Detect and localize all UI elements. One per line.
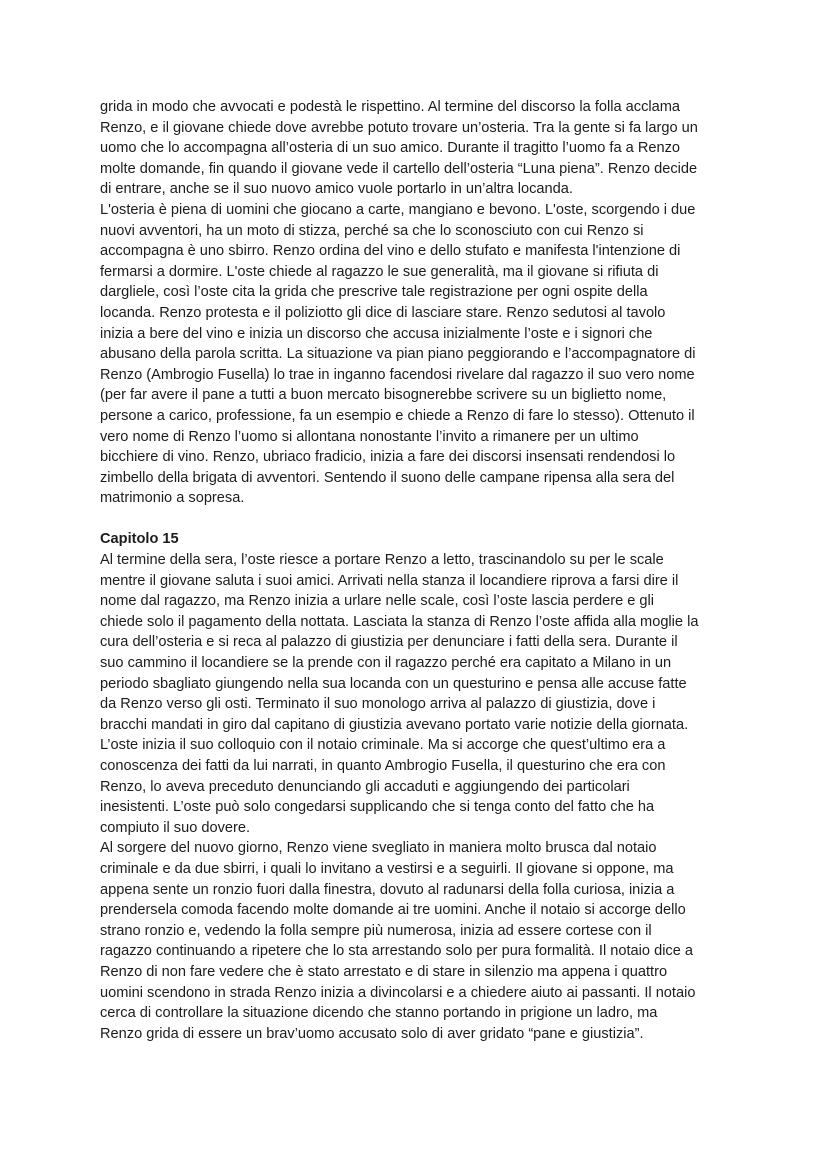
chapter-heading: Capitolo 15 xyxy=(100,531,179,548)
text-line: uomini scendono in strada Renzo inizia a divincolarsi e a chiedere aiuto ai passanti. Il notaio xyxy=(100,984,696,1001)
text-line: L’oste inizia il suo colloquio con il notaio criminale. Ma si accorge che quest’ultimo era a xyxy=(100,737,666,754)
text-line: da Renzo verso gli osti. Terminato il suo monologo arriva al palazzo di giustizia, dove i xyxy=(100,696,656,713)
text-line: Renzo (Ambrogio Fusella) lo trae in inganno facendosi rivelare dal ragazzo il suo vero nome xyxy=(100,366,695,383)
text-line: Al termine della sera, l’oste riesce a portare Renzo a letto, trascinandolo su per le scale xyxy=(100,552,664,569)
text-line: periodo sbagliato giungendo nella sua locanda con un questurino e pensa alle accuse fatte xyxy=(100,675,687,692)
chapter-paragraph-1 xyxy=(100,550,740,838)
text-line: grida in modo che avvocati e podestà le rispettino. Al termine del discorso la folla acclama xyxy=(100,99,681,115)
intro-paragraph xyxy=(100,97,740,200)
text-line: (per far avere il pane a tutti a buon mercato bisognerebbe scrivere su un biglietto nome, xyxy=(100,387,667,404)
text-line: suo cammino il locandiere se la prende con il ragazzo perché era capitato a Milano in un xyxy=(100,655,672,672)
text-line: persone a carico, professione, fa un esempio e chiede a Renzo di fare lo stesso). Ottenuto il xyxy=(100,407,695,424)
text-line: Al sorgere del nuovo giorno, Renzo viene svegliato in maniera molto brusca dal notaio xyxy=(100,840,657,857)
text-line: prendersela comoda facendo molte domande ai tre uomini. Anche il notaio si accorge dello xyxy=(100,902,686,919)
text-line: Renzo grida di essere un brav’uomo accusato solo di aver gridato “pane e giustizia”. xyxy=(100,1025,644,1042)
text-line: Renzo di non fare vedere che è stato arrestato e di stare in silenzio ma appena i quattro xyxy=(100,963,668,980)
text-line: conoscenza dei fatti da lui narrati, in quanto Ambrogio Fusella, il questurino che era con xyxy=(100,758,666,774)
text-line: Renzo, e il giovane chiede dove avrebbe potuto trovare un’osteria. Tra la gente si fa largo un xyxy=(100,119,698,136)
text-line: strano ronzio e, vedendo la folla sempre più numerosa, inizia ad essere cortese con il xyxy=(100,922,652,939)
text-line: bracchi mandati in giro dal capitano di giustizia avevano portato varie notizie della giornata. xyxy=(100,716,689,733)
text-line: accompagna è uno sbirro. Renzo ordina del vino e dello stufato e manifesta l'intenzione di xyxy=(100,243,681,260)
text-line: molte domande, fin quando il giovane vede il cartello dell’osteria “Luna piena”. Renzo decide xyxy=(100,160,698,177)
text-line: mentre il giovane saluta i suoi amici. Arrivati nella stanza il locandiere riprova a farsi dire il xyxy=(100,572,679,589)
text-line: dargliele, così l’oste cita la grida che prescrive tale registrazione per ogni ospite della xyxy=(100,284,648,301)
text-line: cerca di controllare la situazione dicendo che stanno portando in prigione un ladro, ma xyxy=(100,1005,658,1022)
document-body xyxy=(100,97,740,1044)
text-line: bicchiere di vino. Renzo, ubriaco fradicio, inizia a fare dei discorsi insensati rendendosi lo xyxy=(100,449,676,466)
text-line: appena sente un ronzio fuori dalla finestra, dovuto al radunarsi della folla curiosa, inizia a xyxy=(100,881,675,898)
text-line: Renzo, lo aveva preceduto denunciando gli accaduti e aggiungendo dei particolari xyxy=(100,778,630,795)
text-line: fermarsi a dormire. L'oste chiede al ragazzo le sue generalità, ma il giovane si rifiuta di xyxy=(100,263,659,280)
text-line: chiede solo il pagamento della nottata. Lasciata la stanza di Renzo l’oste affida alla moglie la xyxy=(100,613,699,630)
text-line: nuovi avventori, ha un moto di stizza, perché sa che lo sconosciuto con cui Renzo si xyxy=(100,222,644,239)
text-line: nome dal ragazzo, ma Renzo inizia a urlare nelle scale, così l’oste lascia perdere e gli xyxy=(100,593,655,610)
osteria-paragraph xyxy=(100,200,740,509)
text-line: uomo che lo accompagna all’osteria di un suo amico. Durante il tragitto l’uomo fa a Renzo xyxy=(100,140,681,157)
text-line: zimbello della brigata di avventori. Sentendo il suono delle campane ripensa alla sera del xyxy=(100,469,675,486)
text-line: cura dell’osteria e si reca al palazzo di giustizia per denunciare i fatti della sera. Durante il xyxy=(100,634,678,651)
paragraph-spacer xyxy=(100,509,740,530)
text-line: compiuto il suo dovere. xyxy=(100,819,251,836)
text-line: locanda. Renzo protesta e il poliziotto gli dice di lasciare stare. Renzo sedutosi al tavolo xyxy=(100,304,666,321)
text-line: abusano della parola scritta. La situazione va pian piano peggiorando e l’accompagnatore di xyxy=(100,346,696,363)
text-line: matrimonio a sopresa. xyxy=(100,490,245,507)
chapter-paragraph-2 xyxy=(100,838,740,1044)
text-line: ragazzo continuando a ripetere che lo sta arrestando solo per pura formalità. Il notaio dice a xyxy=(100,943,694,960)
text-line: inizia a bere del vino e inizia un discorso che accusa inizialmente l’oste e i signori che xyxy=(100,325,653,342)
text-line: vero nome di Renzo l’uomo si allontana nonostante l’invito a rimanere per un ultimo xyxy=(100,428,639,445)
text-line: inesistenti. L’oste può solo congedarsi supplicando che si tenga conto del fatto che ha xyxy=(100,799,655,816)
text-line: criminale e da due sbirri, i quali lo invitano a vestirsi e a seguirli. Il giovane si oppone, ma xyxy=(100,860,674,877)
text-line: di entrare, anche se il suo nuovo amico vuole portarlo in un’altra locanda. xyxy=(100,181,573,198)
text-line: L'osteria è piena di uomini che giocano a carte, mangiano e bevono. L'oste, scorgendo i due xyxy=(100,201,696,218)
